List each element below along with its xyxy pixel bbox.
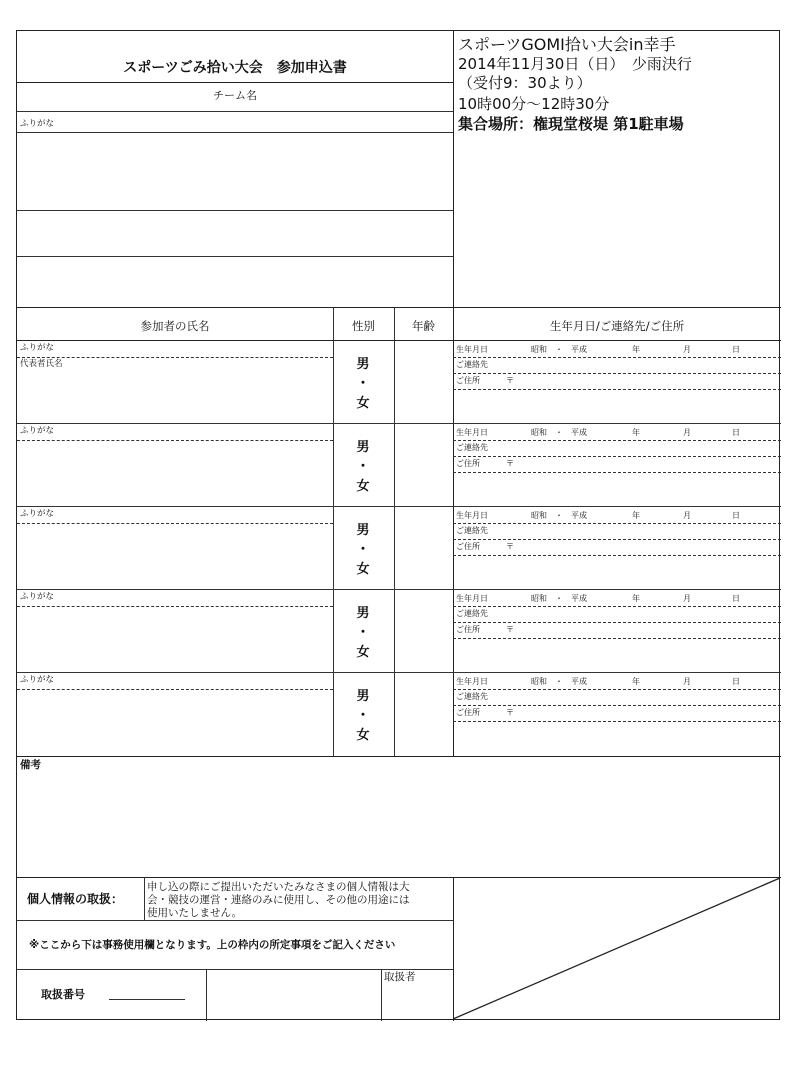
year-label: 年	[632, 345, 640, 354]
participant-furigana-label: ふりがな	[20, 592, 55, 602]
year-label: 年	[632, 511, 640, 520]
sex-dot: ・	[356, 376, 370, 391]
sex-dot: ・	[356, 459, 370, 474]
sex-female: 女	[356, 645, 370, 660]
handling-number-label: 取扱番号	[41, 988, 85, 1001]
day-label: 日	[732, 511, 740, 520]
postal-mark: 〒	[506, 542, 514, 551]
postal-mark: 〒	[506, 625, 514, 634]
sex-male: 男	[356, 689, 370, 704]
dob-label: 生年月日	[456, 511, 488, 520]
top-divider	[453, 31, 454, 307]
era-label: 昭和 ・ 平成	[531, 677, 587, 686]
sex-male: 男	[356, 440, 370, 455]
contact-label: ご連絡先	[456, 443, 488, 452]
header-name: 参加者の氏名	[140, 319, 210, 333]
office-diagonal-line	[453, 877, 781, 1021]
era-label: 昭和 ・ 平成	[531, 594, 587, 603]
month-label: 月	[683, 511, 691, 520]
remarks-label: 備考	[20, 759, 41, 771]
privacy-text-line-3: 使用いたしません。	[147, 907, 243, 919]
era-label: 昭和 ・ 平成	[531, 511, 587, 520]
dob-label: 生年月日	[456, 594, 488, 603]
event-venue: 集合場所：権現堂桜堤 第1駐車場	[458, 115, 684, 133]
sex-male: 男	[356, 606, 370, 621]
year-label: 年	[632, 594, 640, 603]
privacy-text-line-1: 申し込の際にご提出いただいたみなさまの個人情報は大	[147, 881, 410, 893]
team-furigana-label: ふりがな	[20, 119, 55, 129]
participant-furigana-label: ふりがな	[20, 509, 55, 519]
office-note: ※ここから下は事務使用欄となります。上の枠内の所定事項をご記入ください	[29, 939, 396, 951]
event-time: 10時00分〜12時30分	[458, 95, 610, 113]
dob-label: 生年月日	[456, 677, 488, 686]
era-label: 昭和 ・ 平成	[531, 345, 587, 354]
event-date: 2014年11月30日（日） 少雨決行	[458, 55, 692, 73]
day-label: 日	[732, 428, 740, 437]
sex-dot: ・	[356, 542, 370, 557]
era-label: 昭和 ・ 平成	[531, 428, 587, 437]
sex-female: 女	[356, 728, 370, 743]
handler-label: 取扱者	[384, 971, 416, 983]
day-label: 日	[732, 594, 740, 603]
contact-label: ご連絡先	[456, 360, 488, 369]
form-title: スポーツごみ拾い大会 参加申込書	[123, 60, 347, 76]
postal-mark: 〒	[506, 459, 514, 468]
event-title: スポーツGOMI拾い大会in幸手	[458, 35, 676, 54]
header-age: 年齢	[412, 319, 435, 333]
contact-label: ご連絡先	[456, 692, 488, 701]
day-label: 日	[732, 677, 740, 686]
handling-number-blank	[109, 999, 185, 1000]
year-label: 年	[632, 677, 640, 686]
privacy-text-line-2: 会・競技の運営・連絡のみに使用し、その他の用途には	[147, 894, 410, 906]
address-label: ご住所	[456, 625, 480, 634]
participant-furigana-label: ふりがな	[20, 343, 55, 353]
application-form	[16, 30, 780, 1020]
year-label: 年	[632, 428, 640, 437]
address-label: ご住所	[456, 376, 480, 385]
postal-mark: 〒	[506, 708, 514, 717]
postal-mark: 〒	[506, 376, 514, 385]
address-label: ご住所	[456, 542, 480, 551]
address-label: ご住所	[456, 459, 480, 468]
privacy-label: 個人情報の取扱：	[27, 892, 124, 906]
dob-label: 生年月日	[456, 345, 488, 354]
sex-female: 女	[356, 396, 370, 411]
sex-male: 男	[356, 523, 370, 538]
participant-furigana-label: ふりがな	[20, 426, 55, 436]
month-label: 月	[683, 345, 691, 354]
contact-label: ご連絡先	[456, 609, 488, 618]
dob-label: 生年月日	[456, 428, 488, 437]
month-label: 月	[683, 677, 691, 686]
month-label: 月	[683, 594, 691, 603]
sex-male: 男	[356, 357, 370, 372]
month-label: 月	[683, 428, 691, 437]
participant-furigana-label: ふりがな	[20, 675, 55, 685]
header-sex: 性別	[352, 319, 375, 333]
event-reception: （受付9：30より）	[458, 74, 592, 92]
sex-female: 女	[356, 479, 370, 494]
address-label: ご住所	[456, 708, 480, 717]
representative-label: 代表者氏名	[20, 359, 63, 369]
sex-dot: ・	[356, 625, 370, 640]
header-info: 生年月日/ご連絡先/ご住所	[549, 319, 685, 333]
sex-dot: ・	[356, 708, 370, 723]
contact-label: ご連絡先	[456, 526, 488, 535]
sex-female: 女	[356, 562, 370, 577]
day-label: 日	[732, 345, 740, 354]
team-name-label: チーム名	[213, 89, 257, 102]
